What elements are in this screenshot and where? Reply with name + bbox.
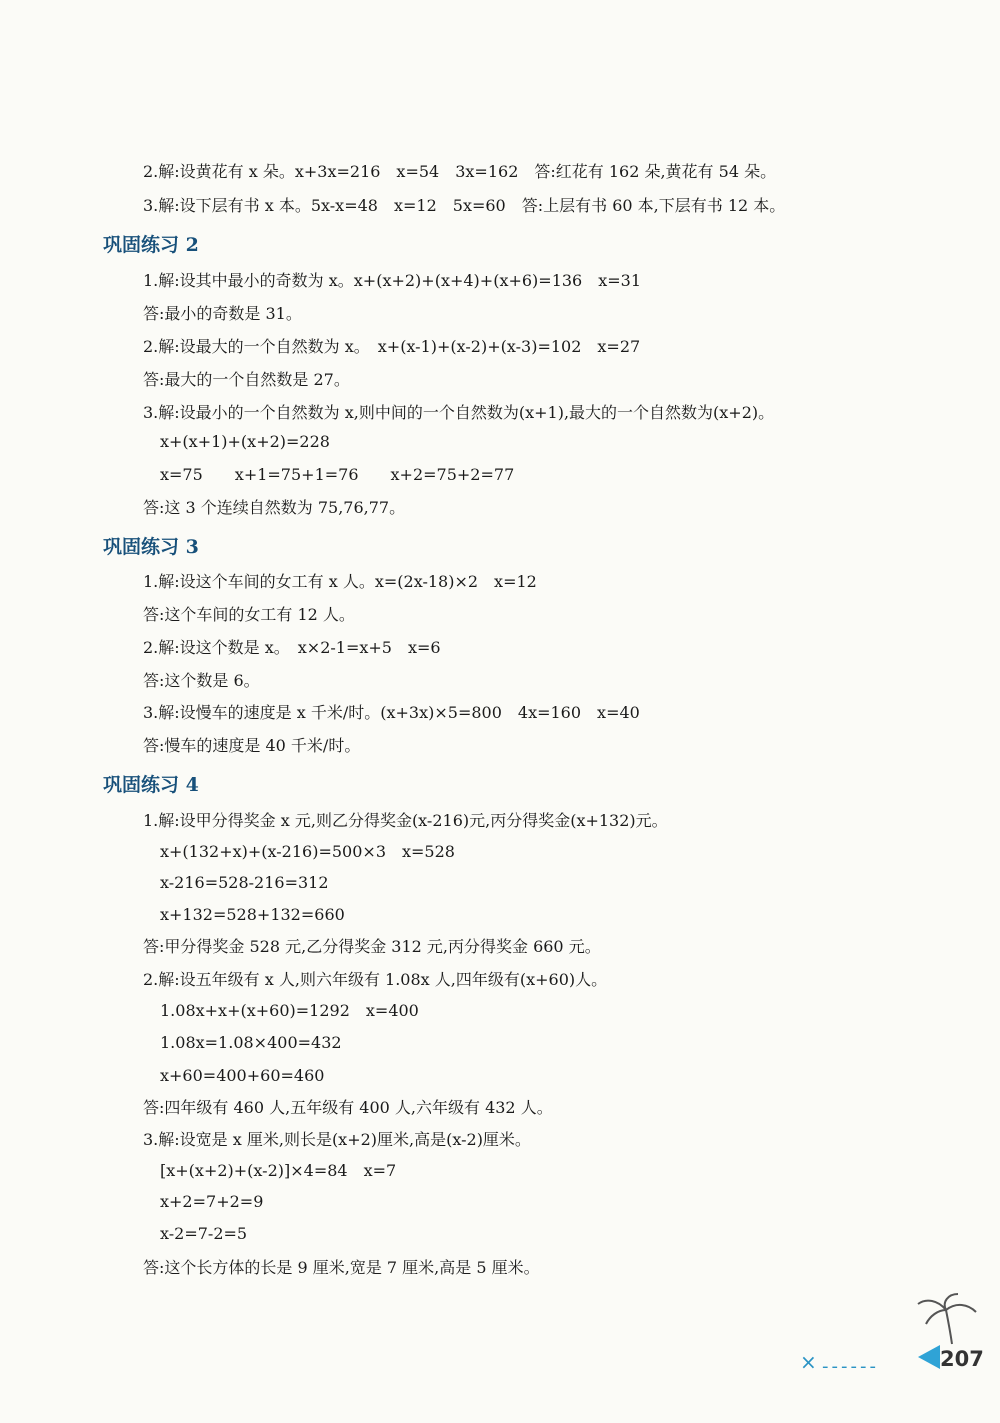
- answer-line: 1.解:设甲分得奖金 x 元,则乙分得奖金(x-216)元,丙分得奖金(x+132)元。: [143, 811, 668, 830]
- answer-line: 答:这 3 个连续自然数为 75,76,77。: [143, 498, 406, 517]
- equation-line: x+(x+1)+(x+2)=228: [160, 432, 330, 451]
- equation-line: [x+(x+2)+(x-2)]×4=84 x=7: [160, 1161, 397, 1180]
- answer-line: 答:甲分得奖金 528 元,乙分得奖金 312 元,丙分得奖金 660 元。: [143, 937, 601, 956]
- answer-line: 1.解:设其中最小的奇数为 x。x+(x+2)+(x+4)+(x+6)=136 x=31: [143, 271, 642, 290]
- equation-line: 1.08x+x+(x+60)=1292 x=400: [160, 1001, 419, 1020]
- answer-line: 2.解:设这个数是 x。 x×2-1=x+5 x=6: [143, 638, 441, 657]
- answer-line: 答:最小的奇数是 31。: [143, 304, 302, 323]
- equation-line: x+132=528+132=660: [160, 905, 345, 924]
- answer-line: 答:四年级有 460 人,五年级有 400 人,六年级有 432 人。: [143, 1098, 553, 1117]
- equation-line: x=75 x+1=75+1=76 x+2=75+2=77: [160, 465, 515, 484]
- section-heading: 巩固练习 4: [103, 774, 199, 796]
- cross-icon: ×: [800, 1350, 817, 1374]
- equation-line: x-2=7-2=5: [160, 1224, 248, 1243]
- answer-line: 2.解:设黄花有 x 朵。x+3x=216 x=54 3x=162 答:红花有 162 朵,黄花有 54 朵。: [143, 162, 777, 181]
- answer-line: 答:最大的一个自然数是 27。: [143, 370, 350, 389]
- section-heading: 巩固练习 3: [103, 536, 199, 558]
- answer-line: 答:这个数是 6。: [143, 671, 260, 690]
- answer-line: 2.解:设最大的一个自然数为 x。 x+(x-1)+(x-2)+(x-3)=102 x=27: [143, 337, 641, 356]
- equation-line: x+(132+x)+(x-216)=500×3 x=528: [160, 842, 455, 861]
- palm-tree-icon: [912, 1292, 982, 1346]
- answer-line: 1.解:设这个车间的女工有 x 人。x=(2x-18)×2 x=12: [143, 572, 537, 591]
- equation-line: x-216=528-216=312: [160, 873, 329, 892]
- answer-line: 3.解:设最小的一个自然数为 x,则中间的一个自然数为(x+1),最大的一个自然数为(x+2)。: [143, 403, 775, 422]
- equation-line: x+60=400+60=460: [160, 1066, 325, 1085]
- answer-line: 答:这个长方体的长是 9 厘米,宽是 7 厘米,高是 5 厘米。: [143, 1258, 540, 1277]
- answer-line: 3.解:设宽是 x 厘米,则长是(x+2)厘米,高是(x-2)厘米。: [143, 1130, 531, 1149]
- page-number: 207: [940, 1347, 984, 1371]
- answer-line: 3.解:设慢车的速度是 x 千米/时。(x+3x)×5=800 4x=160 x=40: [143, 703, 640, 722]
- equation-line: x+2=7+2=9: [160, 1192, 264, 1211]
- answer-line: 答:这个车间的女工有 12 人。: [143, 605, 355, 624]
- answer-line: 2.解:设五年级有 x 人,则六年级有 1.08x 人,四年级有(x+60)人。: [143, 970, 608, 989]
- section-heading: 巩固练习 2: [103, 234, 199, 256]
- equation-line: 1.08x=1.08×400=432: [160, 1033, 342, 1052]
- dash-divider: ------: [822, 1356, 879, 1377]
- answer-line: 答:慢车的速度是 40 千米/时。: [143, 736, 361, 755]
- arrow-left-icon: [918, 1345, 940, 1369]
- answer-line: 3.解:设下层有书 x 本。5x-x=48 x=12 5x=60 答:上层有书 60 本,下层有书 12 本。: [143, 196, 786, 215]
